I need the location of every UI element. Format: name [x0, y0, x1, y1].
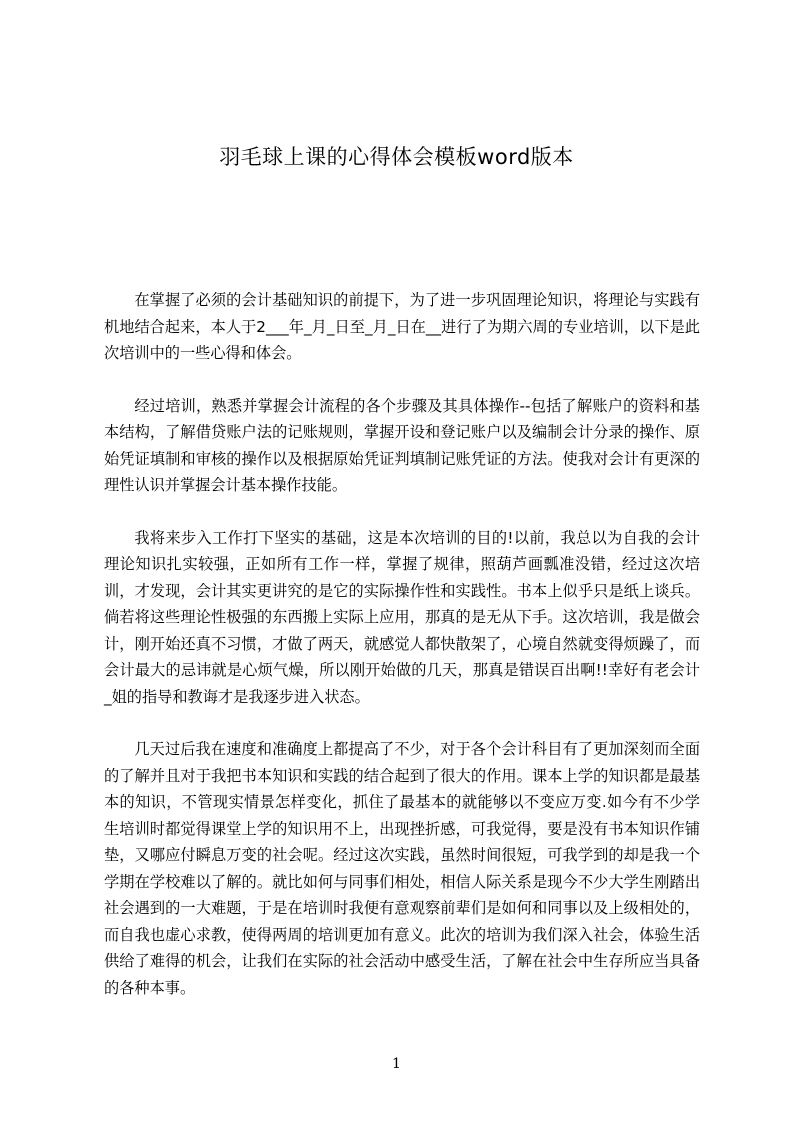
page-number: 1	[392, 1056, 401, 1072]
paragraph-4: 几天过后我在速度和准确度上都提高了不少，对于各个会计科目有了更加深刻而全面的了解并且对于我把书本知识和实践的结合起到了很大的作用。课本上学的知识都是最基本的知识，不管现实情景怎样变化，抓住了最基本的就能够以不变应万变.如今有不少学生培训时都觉得课堂上学的知识用不上，出现挫折感，可我觉得，要是没有书本知识作铺垫，又哪应付瞬息万变的社会呢。经过这次实践，虽然时间很短，可我学到的却是我一个学期在学校难以了解的。就比如何与同事们相处，相信人际关系是现今不少大学生刚踏出社会遇到的一大难题，于是在培训时我便有意观察前辈们是如何和同事以及上级相处的，而自我也虚心求教，使得两周的培训更加有意义。此次的培训为我们深入社会，体验生活供给了难得的机会，让我们在实际的社会活动中感受生活，了解在社会中生存所应当具备的各种本事。	[104, 740, 700, 997]
paragraph-3: 我将来步入工作打下坚实的基础，这是本次培训的目的!以前，我总以为自我的会计理论知识扎实较强，正如所有工作一样，掌握了规律，照葫芦画瓢准没错，经过这次培训，才发现，会计其实更讲究的是它的实际操作性和实践性。书本上似乎只是纸上谈兵。倘若将这些理论性极强的东西搬上实际上应用，那真的是无从下手。这次培训，我是做会计，刚开始还真不习惯，才做了两天，就感觉人都快散架了，心境自然就变得烦躁了，而会计最大的忌讳就是心烦气燥，所以刚开始做的几天，那真是错误百出啊!!幸好有老会计_姐的指导和教诲才是我逐步进入状态。	[104, 528, 700, 706]
document-body	[104, 287, 700, 1027]
paragraph-1: 在掌握了必须的会计基础知识的前提下，为了进一步巩固理论知识，将理论与实践有机地结合起来，本人于2___年_月_日至_月_日在__进行了为期六周的专业培训，以下是此次培训中的一些心得和体会。	[104, 291, 700, 362]
document-title: 羽毛球上课的心得体会模板word版本	[219, 145, 574, 169]
paragraph-2: 经过培训，熟悉并掌握会计流程的各个步骤及其具体操作--包括了解账户的资料和基本结构，了解借贷账户法的记账规则，掌握开设和登记账户以及编制会计分录的操作、原始凭证填制和审核的操作以及根据原始凭证判填制记账凭证的方法。使我对会计有更深的理性认识并掌握会计基本操作技能。	[104, 396, 700, 494]
